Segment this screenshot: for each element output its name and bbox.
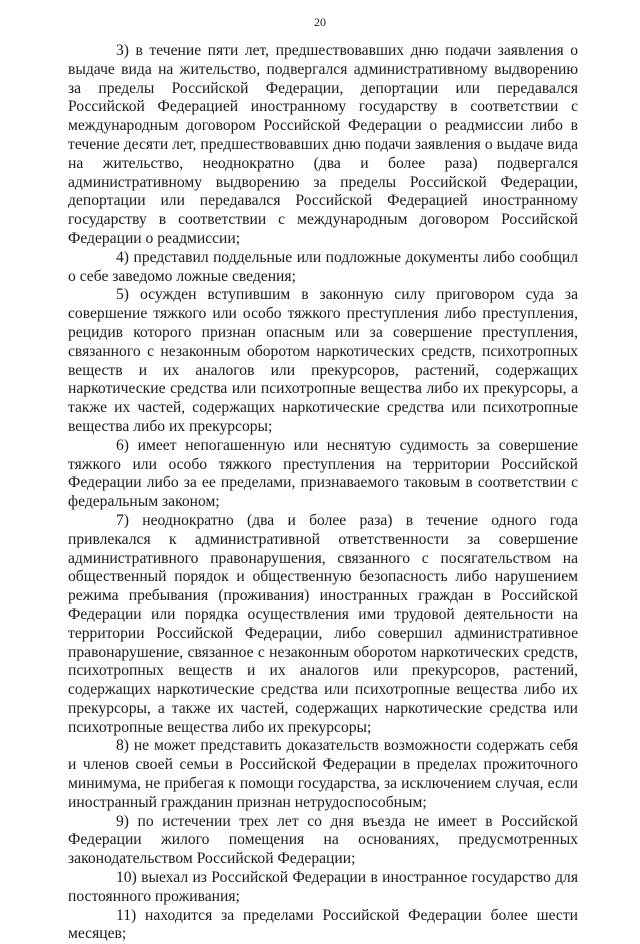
paragraph-item-10: 10) выехал из Российской Федерации в иностранное государство для постоянного проживания; bbox=[68, 869, 578, 905]
paragraph-item-9: 9) по истечении трех лет со дня въезда не имеет в Российской Федерации жилого помещения на основаниях, предусмотренных законодательством Российской Федерации; bbox=[68, 812, 578, 868]
paragraph-item-5: 5) осужден вступившим в законную силу приговором суда за совершение тяжкого или особо тяжкого преступления либо преступления, рецидив которого признан опасным или за совершение преступления, связанного с незаконным оборотом наркотических средств, психотропных веществ и их аналогов или прекурсоров, растений, содержащих наркотические средства или психотропные вещества либо их прекурсоры, а также их частей, содержащих наркотические средства или психотропные вещества либо их прекурсоры; bbox=[68, 286, 578, 435]
paragraph-item-8: 8) не может представить доказательств возможности содержать себя и членов своей семьи в Российской Федерации в пределах прожиточного минимума, не прибегая к помощи государства, за исключением случая, если иностранный гражданин признан нетрудоспособным; bbox=[68, 737, 578, 811]
paragraph-item-4: 4) представил поддельные или подложные документы либо сообщил о себе заведомо ложные сведения; bbox=[68, 248, 578, 285]
paragraph-item-11: 11) находится за пределами Российской Федерации более шести месяцев; bbox=[68, 906, 578, 943]
paragraph-item-6: 6) имеет непогашенную или неснятую судимость за совершение тяжкого или особо тяжкого преступления на территории Российской Федерации либо за ее пределами, признаваемого таковым в соответствии с федеральным законом; bbox=[68, 436, 578, 511]
paragraph-item-3: 3) в течение пяти лет, предшествовавших дню подачи заявления о выдаче вида на жительство, подвергался административному выдворению за пределы Российской Федерации, депортации или передавался Российской Федерацией иностранному государству в соответствии с международным договором Российской Федерации о реадмиссии либо в течение десяти лет, предшествовавших дню подачи заявления о выдаче вида на жительство, неоднократно (два и более раза) подвергался административному выдворению за пределы Российской Федерации, депортации или передавался Российской Федерацией иностранному государству в соответствии с международным договором Российской Федерации о реадмиссии; bbox=[68, 42, 578, 247]
paragraph-item-7: 7) неоднократно (два и более раза) в течение одного года привлекался к административной ответственности за совершение административного правонарушения, связанного с посягательством на общественный порядок и общественную безопасность либо нарушением режима пребывания (проживания) иностранных граждан в Российской Федерации или порядка осуществления ими трудовой деятельности на территории Российской Федерации, либо совершил административное правонарушение, связанное с незаконным оборотом наркотических средств, психотропных веществ и их аналогов или прекурсоров, растений, содержащих наркотические средства или психотропные вещества либо их прекурсоры, а также их частей, содержащих наркотические средства или психотропные вещества либо их прекурсоры; bbox=[68, 511, 578, 736]
document-body bbox=[68, 42, 578, 944]
page-number: 20 bbox=[314, 15, 326, 29]
